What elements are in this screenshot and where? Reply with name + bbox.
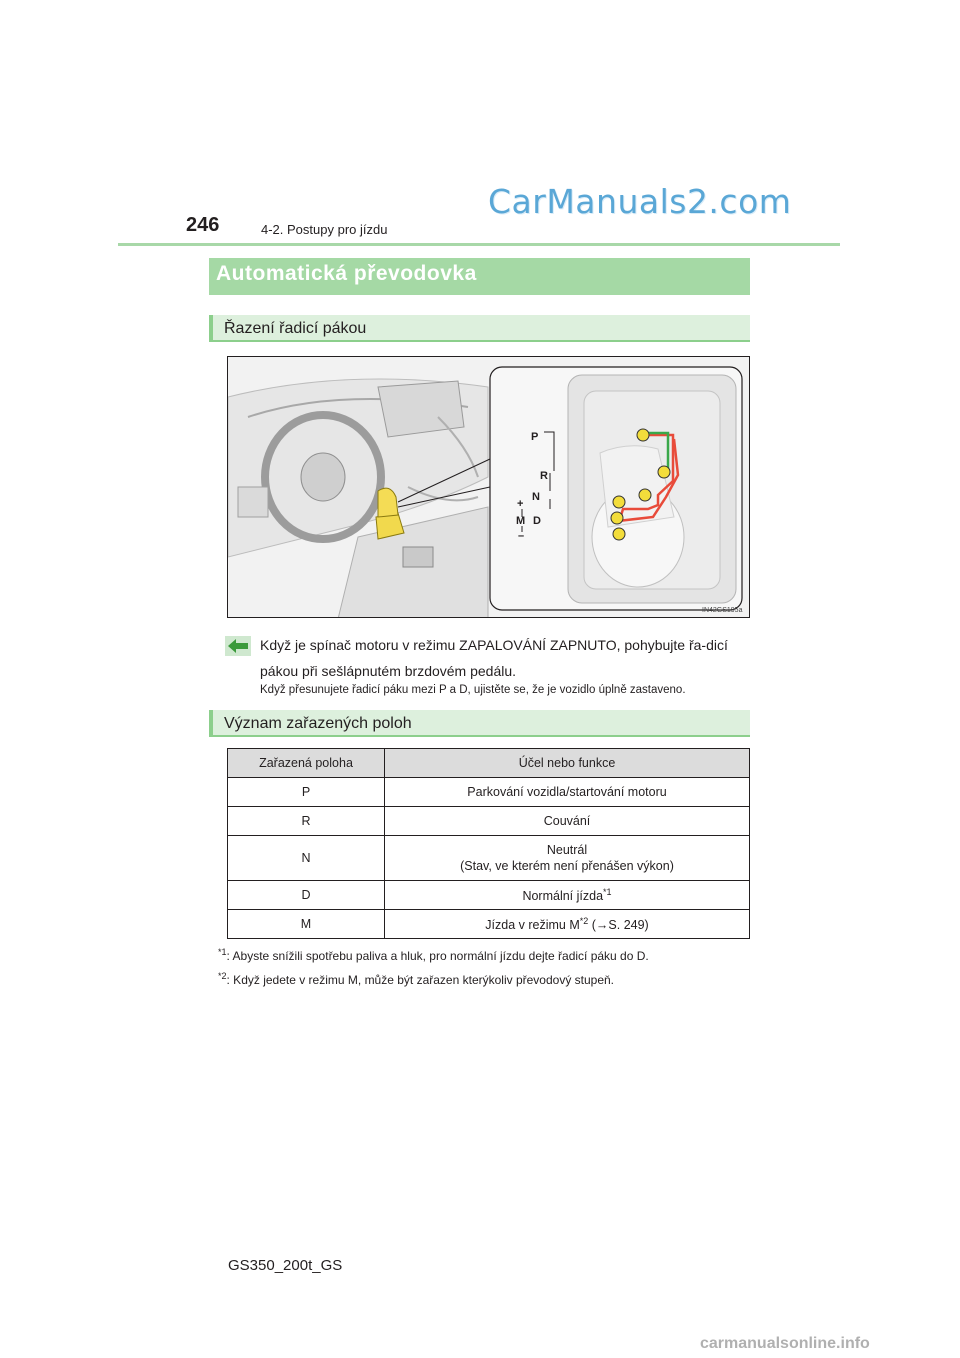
- function-cell: [385, 881, 750, 910]
- gate-label-m: M: [516, 515, 526, 527]
- position-cell: M: [228, 910, 385, 939]
- subsection-title-positions: Význam zařazených poloh: [224, 715, 412, 732]
- section-title: Automatická převodovka: [216, 262, 477, 285]
- watermark-logo: CarManuals2.com: [488, 182, 792, 221]
- function-cell: [385, 836, 750, 881]
- shift-lever-figure: [227, 356, 750, 618]
- position-cell: N: [228, 836, 385, 881]
- model-code: GS350_200t_GS: [228, 1257, 343, 1274]
- table-row: [228, 910, 750, 939]
- table-header-function: Účel nebo funkce: [385, 749, 750, 778]
- table-row: [228, 881, 750, 910]
- position-cell: D: [228, 881, 385, 910]
- footnote-mark: *2: [218, 971, 227, 981]
- table-row: [228, 778, 750, 807]
- gate-label-minus: –: [518, 530, 525, 542]
- figure-code: IN42GS195a: [702, 607, 743, 614]
- subsection-title-shifting: Řazení řadicí pákou: [224, 320, 367, 337]
- footnote-1: [218, 947, 649, 963]
- function-line: Neutrál: [546, 843, 588, 857]
- table-row: [228, 836, 750, 881]
- page-reference[interactable]: (→S. 249): [591, 918, 649, 933]
- function-cell: [385, 910, 750, 939]
- caution-note: Když přesunujete řadicí páku mezi P a D, ujistěte se, že je vozidlo úplně zastaveno.: [260, 684, 686, 696]
- gate-label-p: P: [531, 431, 539, 443]
- instruction-text: Když je spínač motoru v režimu ZAPALOVÁNÍ ZAPNUTO, pohybujte řa-dicí pákou při sešlápnutém brzdovém pedálu.: [260, 637, 728, 679]
- section-breadcrumb: 4-2. Postupy pro jízdu: [261, 222, 388, 237]
- function-text: Normální jízda: [522, 889, 604, 904]
- function-text: Jízda v režimu M: [485, 918, 580, 933]
- gate-label-n: N: [532, 491, 540, 503]
- position-cell: P: [228, 778, 385, 807]
- table-header-row: [228, 749, 750, 778]
- table-row: [228, 807, 750, 836]
- arrow-left-icon: [225, 636, 251, 656]
- gate-label-r: R: [540, 470, 548, 482]
- footnote-ref: *2: [579, 915, 589, 926]
- function-cell: Parkování vozidla/startování motoru: [385, 778, 750, 807]
- function-line-detail: (Stav, ve kterém není přenášen výkon): [460, 859, 674, 873]
- gate-label-d: D: [533, 515, 541, 527]
- footnote-2: [218, 971, 614, 987]
- function-cell: Couvání: [385, 807, 750, 836]
- position-cell: R: [228, 807, 385, 836]
- table-header-position: Zařazená poloha: [228, 749, 385, 778]
- shift-lever-illustration: [228, 357, 750, 618]
- gate-label-plus: +: [517, 498, 524, 510]
- page-number: 246: [186, 214, 220, 236]
- footnote-mark: *1: [218, 947, 227, 957]
- footnote-text: : Když jedete v režimu M, může být zařazen kterýkoliv převodový stupeň.: [226, 973, 615, 987]
- watermark-footer: carmanualsonline.info: [700, 1335, 870, 1352]
- shift-positions-table: [227, 748, 750, 939]
- footnote-ref: *1: [603, 886, 612, 897]
- header-rule: [118, 243, 840, 246]
- footnote-text: : Abyste snížili spotřebu paliva a hluk, pro normální jízdu dejte řadicí páku do D.: [226, 949, 649, 963]
